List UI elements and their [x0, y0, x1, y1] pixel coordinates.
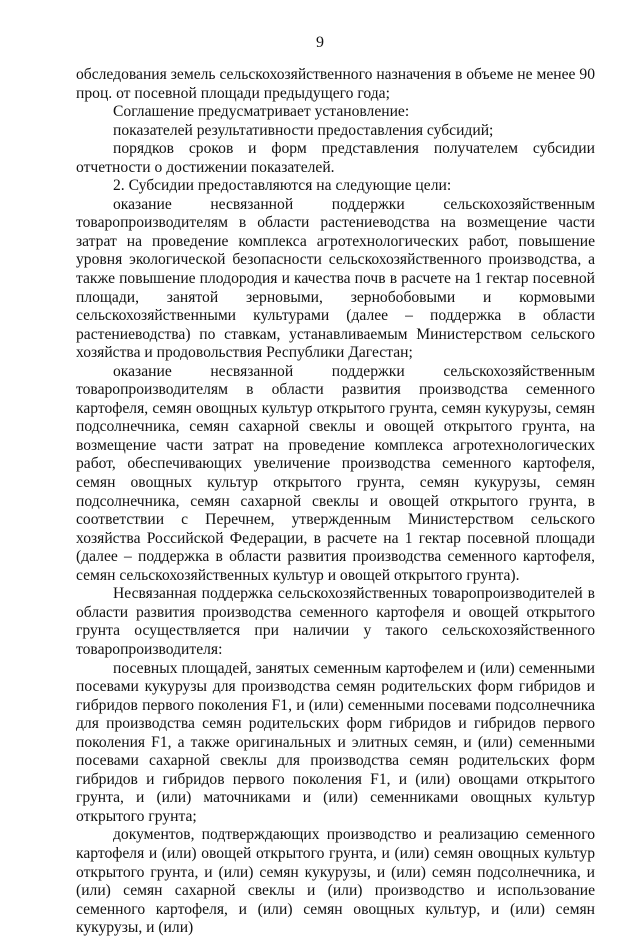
- paragraph: документов, подтверждающих производство и реализацию семенного картофеля и (или) овощей открытого грунта, и (или) семян овощных культур открытого грунта, и (или) семян кукурузы, и (или) семян подсолнечника, и (или) семян сахарной свеклы и (или) производство и использование семенного картофеля, и (или) семян овощных культур, и (или) семян кукурузы, и (или): [76, 826, 595, 937]
- paragraph: посевных площадей, занятых семенным картофелем и (или) семенными посевами кукурузы для производства семян родительских форм гибридов и гибридов первого поколения F1, и (или) семенными посевами подсолнечника для производства семян родительских форм гибридов и гибридов первого поколения F1, а также оригинальных и элитных семян, и (или) семенными посевами сахарной свеклы для производства семян родительских форм гибридов и гибридов первого поколения F1, и (или) овощами открытого грунта, и (или) маточниками и (или) семенниками овощных культур открытого грунта;: [76, 659, 595, 825]
- paragraph: оказание несвязанной поддержки сельскохозяйственным товаропроизводителям в области развития производства семенного картофеля, семян овощных культур открытого грунта, семян кукурузы, семян подсолнечника, семян сахарной свеклы и овощей открытого грунта, на возмещение части затрат на проведение комплекса агротехнологических работ, обеспечивающих увеличение производства семенного картофеля, семян овощных культур открытого грунта, семян кукурузы, семян подсолнечника, семян сахарной свеклы и овощей открытого грунта, в соответствии с Перечнем, утвержденным Министерством сельского хозяйства Российской Федерации, в расчете на 1 гектар посевной площади (далее – поддержка в области развития производства семенного картофеля, семян сельскохозяйственных культур и овощей открытого грунта).: [76, 362, 595, 584]
- paragraph: оказание несвязанной поддержки сельскохозяйственным товаропроизводителям в области растениеводства на возмещение части затрат на проведение комплекса агротехнологических работ, повышение уровня экологической безопасности сельскохозяйственного производства, а также повышение плодородия и качества почв в расчете на 1 гектар посевной площади, занятой зерновыми, зернобобовыми и кормовыми сельскохозяйственными культурами (далее – поддержка в области растениеводства) по ставкам, устанавливаемым Министерством сельского хозяйства и продовольствия Республики Дагестан;: [76, 195, 595, 362]
- paragraph: показателей результативности предоставления субсидий;: [113, 121, 494, 139]
- page-number: 9: [316, 34, 324, 51]
- paragraph: 2. Субсидии предоставляются на следующие цели:: [113, 177, 452, 195]
- paragraph: Соглашение предусматривает установление:: [113, 103, 410, 121]
- document-body: [76, 66, 595, 938]
- paragraph: порядков сроков и форм представления получателем субсидии отчетности о достижении показателей.: [76, 140, 595, 176]
- paragraph: Несвязанная поддержка сельскохозяйственных товаропроизводителей в области развития производства семенного картофеля и овощей открытого грунта осуществляется при наличии у такого сельскохозяйственного товаропроизводителя:: [76, 585, 595, 658]
- paragraph: обследования земель сельскохозяйственного назначения в объеме не менее 90 проц. от посевной площади предыдущего года;: [76, 66, 595, 102]
